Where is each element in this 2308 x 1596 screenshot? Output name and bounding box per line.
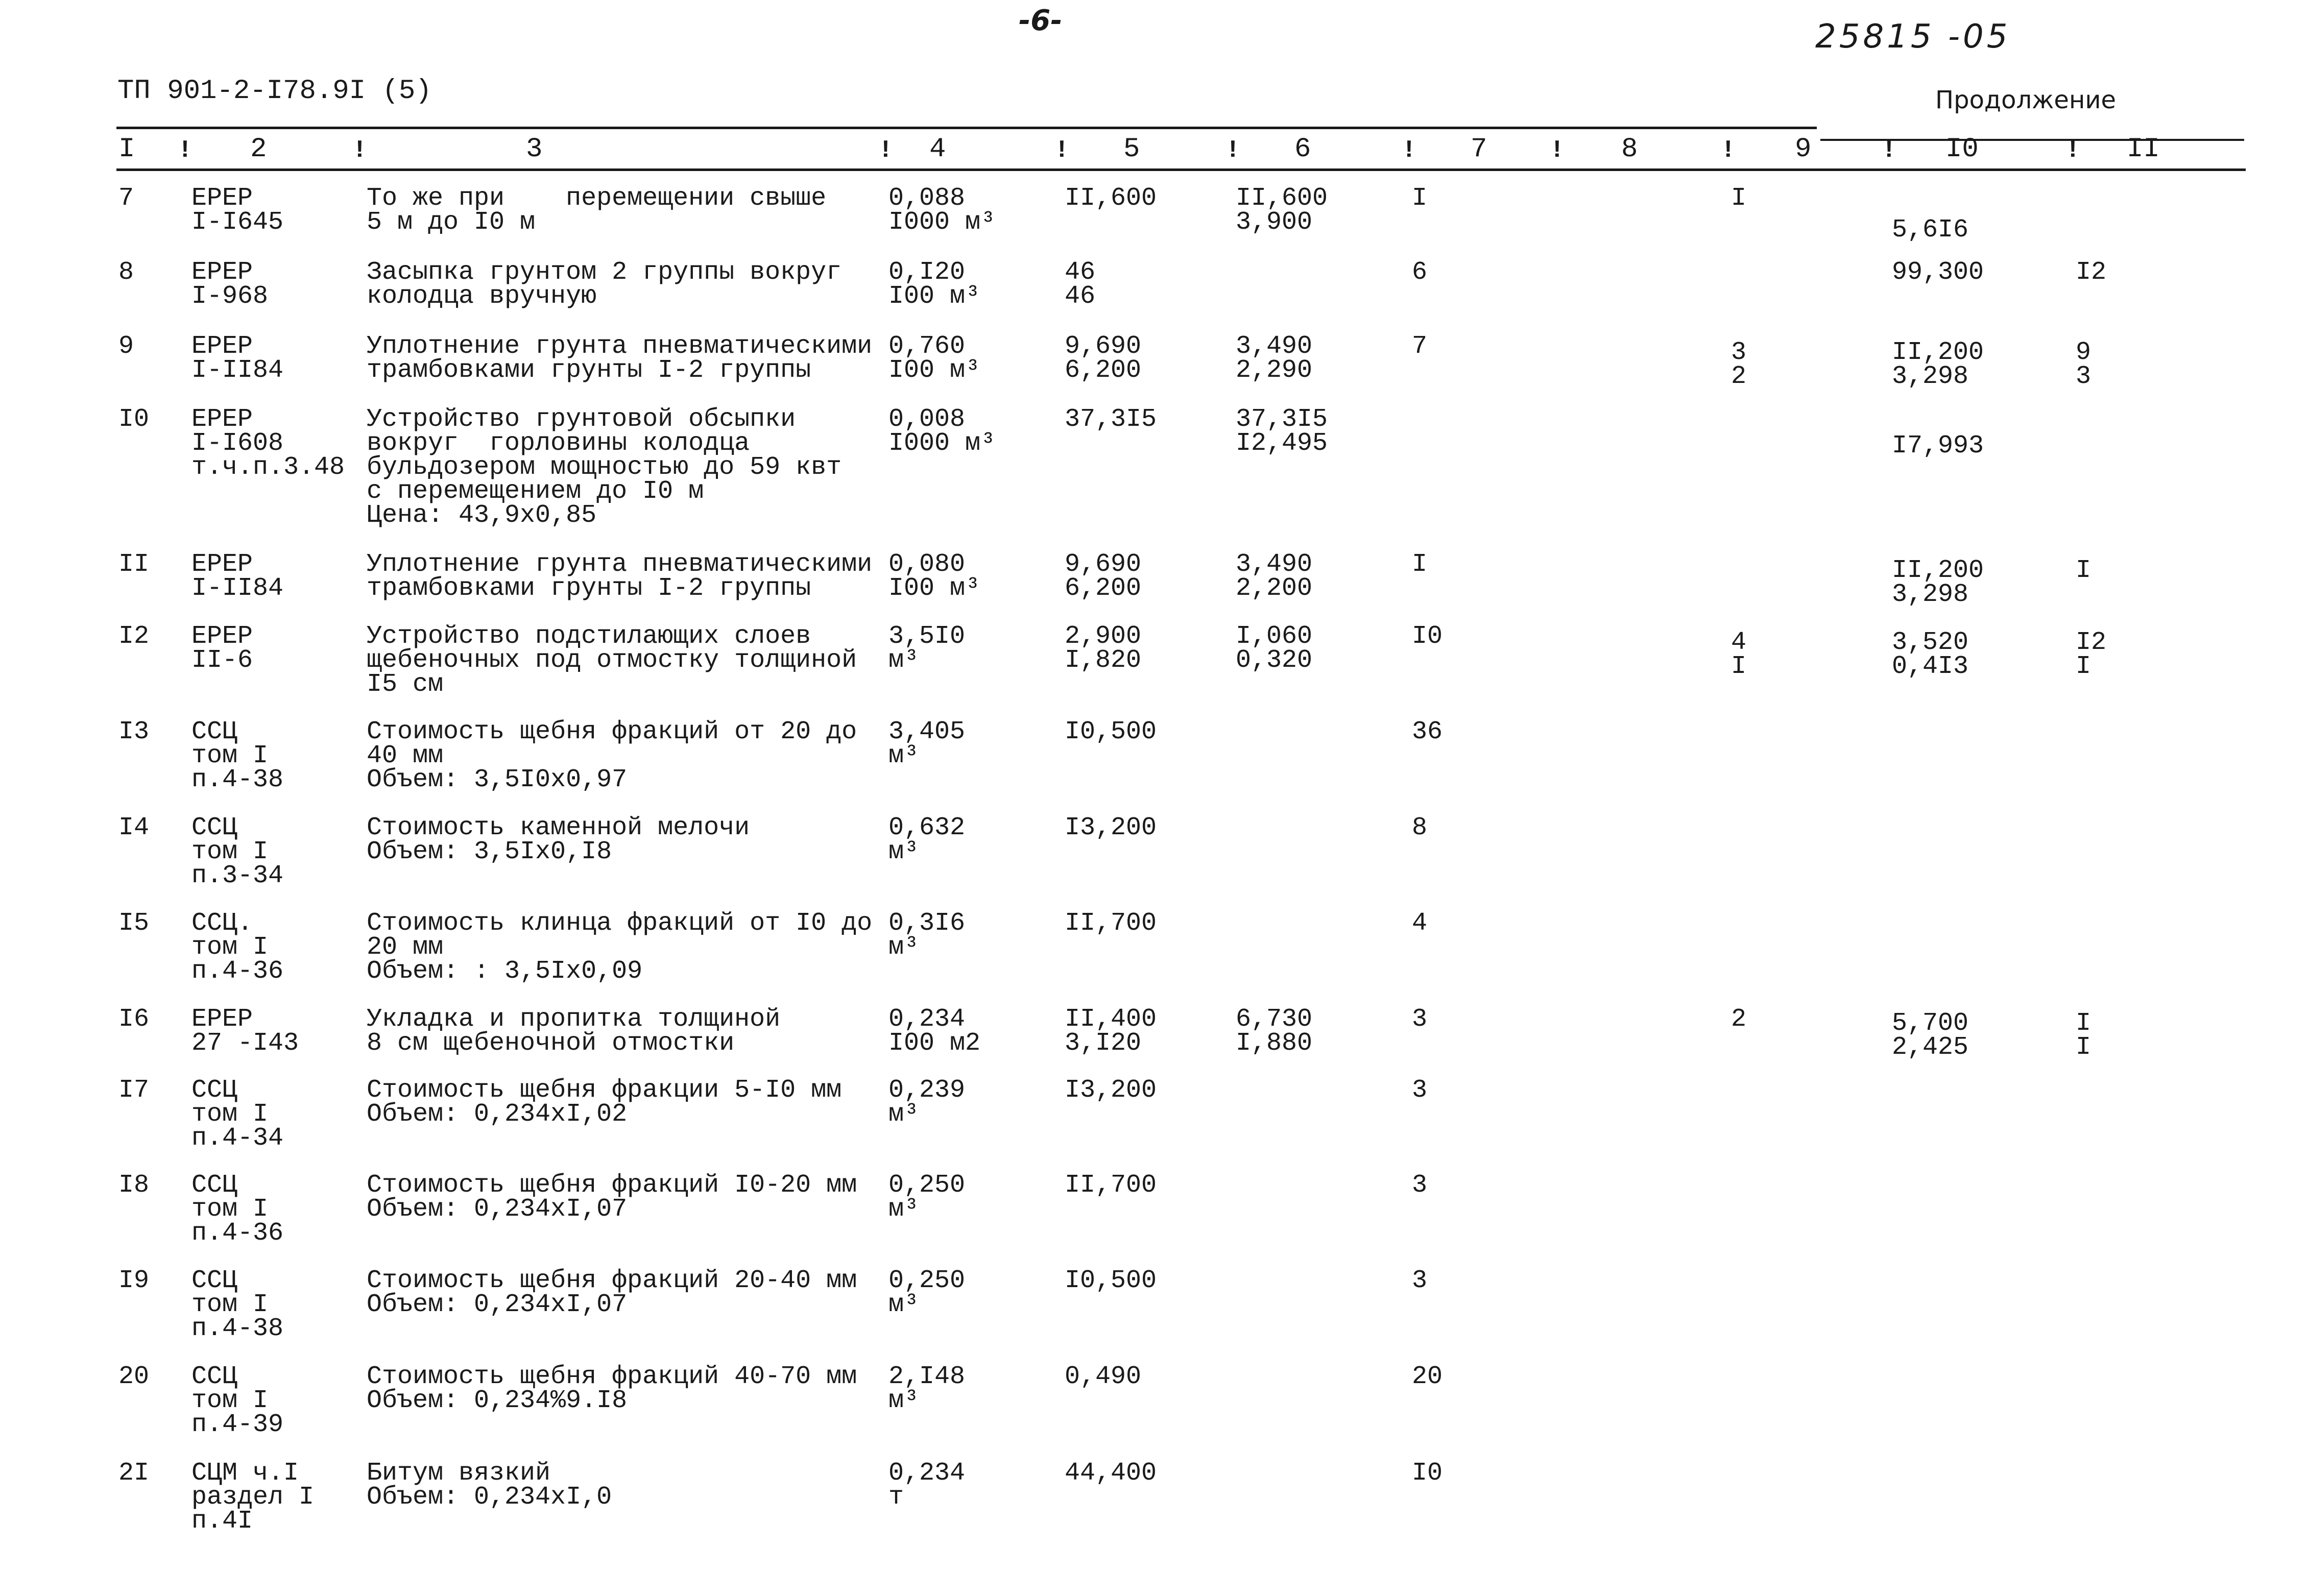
rate-code: ССЦ том I п.4-39 bbox=[191, 1362, 284, 1439]
rate-code: СЦМ ч.I раздел I п.4I bbox=[191, 1459, 315, 1536]
row-number: I7 bbox=[118, 1076, 150, 1105]
work-description: Уплотнение грунта пневматическими трамбовками грунты I-2 группы bbox=[367, 550, 873, 603]
quantity: 0,250 м³ bbox=[888, 1266, 966, 1319]
col-7-value: 3 bbox=[1412, 1005, 1428, 1034]
col-6-value: I,060 0,320 bbox=[1236, 622, 1313, 675]
quantity: 0,088 I000 м³ bbox=[888, 184, 996, 237]
work-description: Стоимость щебня фракций от 20 до 40 мм Объем: 3,5I0х0,97 bbox=[367, 717, 857, 794]
quantity: 0,239 м³ bbox=[888, 1076, 966, 1129]
page-number: -6- bbox=[1019, 4, 1063, 37]
col-5-value: 0,490 bbox=[1065, 1362, 1142, 1391]
rate-code: ЕРЕР I-II84 bbox=[191, 550, 284, 603]
quantity: 3,5I0 м³ bbox=[888, 622, 966, 675]
col-7-value: 3 bbox=[1412, 1076, 1428, 1105]
col-7-value: 36 bbox=[1412, 717, 1443, 746]
col-10-value: I7,993 bbox=[1892, 431, 1984, 461]
work-description: Стоимость клинца фракций от I0 до 20 мм Объем: : 3,5Iх0,09 bbox=[367, 909, 873, 986]
col-7-value: I bbox=[1412, 550, 1428, 579]
col-9-value: 2 bbox=[1731, 1005, 1747, 1034]
rate-code: ССЦ том I п.4-36 bbox=[191, 1171, 284, 1248]
work-description: Стоимость щебня фракций I0-20 мм Объем: 0,234хI,07 bbox=[367, 1171, 857, 1224]
row-number: 9 bbox=[118, 332, 134, 361]
col-5-value: I3,200 bbox=[1065, 1076, 1157, 1105]
col-5-value: 2,900 I,820 bbox=[1065, 622, 1142, 675]
col-9-value: I bbox=[1731, 184, 1747, 213]
col-7-value: 3 bbox=[1412, 1266, 1428, 1295]
col-5-value: II,700 bbox=[1065, 909, 1157, 938]
col-7-value: 6 bbox=[1412, 258, 1428, 287]
work-description: Стоимость щебня фракции 5-I0 мм Объем: 0,234хI,02 bbox=[367, 1076, 842, 1129]
col-10-value: 5,700 2,425 bbox=[1892, 1009, 1969, 1062]
col-6-value: 37,3I5 I2,495 bbox=[1236, 405, 1328, 458]
rate-code: ЕРЕР I-968 bbox=[191, 258, 269, 311]
row-number: I4 bbox=[118, 813, 150, 842]
row-number: I8 bbox=[118, 1171, 150, 1200]
col-6-value: II,600 3,900 bbox=[1236, 184, 1328, 237]
col-7-value: I bbox=[1412, 184, 1428, 213]
quantity: 0,250 м³ bbox=[888, 1171, 966, 1224]
row-number: 8 bbox=[118, 258, 134, 287]
col-11-value: 9 3 bbox=[2076, 338, 2091, 391]
col-10-value: 99,300 bbox=[1892, 258, 1984, 287]
rate-code: ЕРЕР II-6 bbox=[191, 622, 253, 675]
col-5-value: I0,500 bbox=[1065, 717, 1157, 746]
col-separator: ! bbox=[878, 137, 893, 164]
col-5-value: II,700 bbox=[1065, 1171, 1157, 1200]
col-header-1: I bbox=[118, 134, 135, 165]
col-header-7: 7 bbox=[1471, 134, 1487, 165]
col-10-value: 3,520 0,4I3 bbox=[1892, 628, 1969, 681]
header-top-rule bbox=[116, 127, 1817, 129]
col-6-value: 3,490 2,290 bbox=[1236, 332, 1313, 385]
rate-code: ССЦ том I п.3-34 bbox=[191, 813, 284, 890]
row-number: I6 bbox=[118, 1005, 150, 1034]
col-11-value: I bbox=[2076, 556, 2091, 585]
col-header-5: 5 bbox=[1123, 134, 1140, 165]
work-description: Устройство подстилающих слоев щебеночных под отмостку толщиной I5 см bbox=[367, 622, 857, 699]
work-description: Устройство грунтовой обсыпки вокруг горловины колодца бульдозером мощностью до 59 квт с перемещением до I0 м Цена: 43,9х0,85 bbox=[367, 405, 842, 530]
col-separator: ! bbox=[2065, 137, 2080, 164]
row-number: 2I bbox=[118, 1459, 150, 1488]
col-header-3: 3 bbox=[526, 134, 543, 165]
col-5-value: II,400 3,I20 bbox=[1065, 1005, 1157, 1058]
col-header-11: II bbox=[2127, 134, 2160, 165]
col-header-10: I0 bbox=[1945, 134, 1979, 165]
work-description: Уплотнение грунта пневматическими трамбовками грунты I-2 группы bbox=[367, 332, 873, 385]
header-bottom-rule bbox=[116, 168, 2246, 171]
rate-code: ССЦ том I п.4-34 bbox=[191, 1076, 284, 1153]
work-description: Укладка и пропитка толщиной 8 см щебеночной отмостки bbox=[367, 1005, 781, 1058]
row-number: I2 bbox=[118, 622, 150, 651]
work-description: Засыпка грунтом 2 группы вокруг колодца вручную bbox=[367, 258, 842, 311]
col-11-value: I2 I bbox=[2076, 628, 2107, 681]
rate-code: ЕРЕР I-I645 bbox=[191, 184, 284, 237]
row-number: I3 bbox=[118, 717, 150, 746]
col-9-value: 4 I bbox=[1731, 628, 1747, 681]
col-separator: ! bbox=[178, 137, 193, 164]
col-header-6: 6 bbox=[1294, 134, 1311, 165]
quantity: 0,234 т bbox=[888, 1459, 966, 1512]
col-separator: ! bbox=[1402, 137, 1416, 164]
col-header-9: 9 bbox=[1795, 134, 1812, 165]
col-5-value: 46 46 bbox=[1065, 258, 1096, 311]
rate-code: ССЦ том I п.4-38 bbox=[191, 1266, 284, 1343]
quantity: 0,008 I000 м³ bbox=[888, 405, 996, 458]
work-description: Стоимость щебня фракций 20-40 мм Объем: 0,234хI,07 bbox=[367, 1266, 857, 1319]
col-7-value: 8 bbox=[1412, 813, 1428, 842]
col-header-4: 4 bbox=[929, 134, 946, 165]
col-7-value: 3 bbox=[1412, 1171, 1428, 1200]
row-number: II bbox=[118, 550, 150, 579]
quantity: 0,3I6 м³ bbox=[888, 909, 966, 962]
col-9-value: 3 2 bbox=[1731, 338, 1747, 391]
col-7-value: 7 bbox=[1412, 332, 1428, 361]
quantity: 0,632 м³ bbox=[888, 813, 966, 866]
col-header-8: 8 bbox=[1621, 134, 1638, 165]
col-10-value: II,200 3,298 bbox=[1892, 556, 1984, 609]
work-description: Стоимость каменной мелочи Объем: 3,5Iх0,I8 bbox=[367, 813, 750, 866]
rate-code: ЕРЕР I-I608 т.ч.п.3.48 bbox=[191, 405, 345, 482]
col-header-2: 2 bbox=[250, 134, 267, 165]
col-7-value: I0 bbox=[1412, 622, 1443, 651]
col-5-value: I0,500 bbox=[1065, 1266, 1157, 1295]
col-separator: ! bbox=[1721, 137, 1736, 164]
col-5-value: 44,400 bbox=[1065, 1459, 1157, 1488]
col-7-value: 4 bbox=[1412, 909, 1428, 938]
row-number: I9 bbox=[118, 1266, 150, 1295]
col-11-value: I2 bbox=[2076, 258, 2107, 287]
rate-code: ЕРЕР 27 -I43 bbox=[191, 1005, 299, 1058]
row-number: I5 bbox=[118, 909, 150, 938]
col-5-value: I3,200 bbox=[1065, 813, 1157, 842]
col-10-value: 5,6I6 bbox=[1892, 215, 1969, 245]
project-code: ТП 901-2-I78.9I (5) bbox=[117, 76, 432, 107]
row-number: 20 bbox=[118, 1362, 150, 1391]
col-7-value: I0 bbox=[1412, 1459, 1443, 1488]
quantity: 3,405 м³ bbox=[888, 717, 966, 770]
continuation-label: Продолжение bbox=[1935, 86, 2117, 114]
col-7-value: 20 bbox=[1412, 1362, 1443, 1391]
col-5-value: 37,3I5 bbox=[1065, 405, 1157, 434]
quantity: 0,I20 I00 м³ bbox=[888, 258, 981, 311]
quantity: 0,234 I00 м2 bbox=[888, 1005, 981, 1058]
rate-code: ЕРЕР I-II84 bbox=[191, 332, 284, 385]
rate-code: ССЦ. том I п.4-36 bbox=[191, 909, 284, 986]
col-11-value: I I bbox=[2076, 1009, 2091, 1062]
col-5-value: 9,690 6,200 bbox=[1065, 550, 1142, 603]
col-10-value: II,200 3,298 bbox=[1892, 338, 1984, 391]
row-number: I0 bbox=[118, 405, 150, 434]
work-description: Стоимость щебня фракций 40-70 мм Объем: 0,234%9.I8 bbox=[367, 1362, 857, 1415]
col-separator: ! bbox=[1225, 137, 1240, 164]
document-number: 25815 -05 bbox=[1815, 18, 2011, 56]
col-separator: ! bbox=[1882, 137, 1896, 164]
col-5-value: II,600 bbox=[1065, 184, 1157, 213]
col-5-value: 9,690 6,200 bbox=[1065, 332, 1142, 385]
col-separator: ! bbox=[1054, 137, 1069, 164]
col-6-value: 6,730 I,880 bbox=[1236, 1005, 1313, 1058]
work-description: Битум вязкий Объем: 0,234хI,0 bbox=[367, 1459, 612, 1512]
col-6-value: 3,490 2,200 bbox=[1236, 550, 1313, 603]
quantity: 0,080 I00 м³ bbox=[888, 550, 981, 603]
rate-code: ССЦ том I п.4-38 bbox=[191, 717, 284, 794]
work-description: То же при перемещении свыше 5 м до I0 м bbox=[367, 184, 827, 237]
quantity: 0,760 I00 м³ bbox=[888, 332, 981, 385]
row-number: 7 bbox=[118, 184, 134, 213]
quantity: 2,I48 м³ bbox=[888, 1362, 966, 1415]
col-separator: ! bbox=[1550, 137, 1565, 164]
col-separator: ! bbox=[352, 137, 367, 164]
